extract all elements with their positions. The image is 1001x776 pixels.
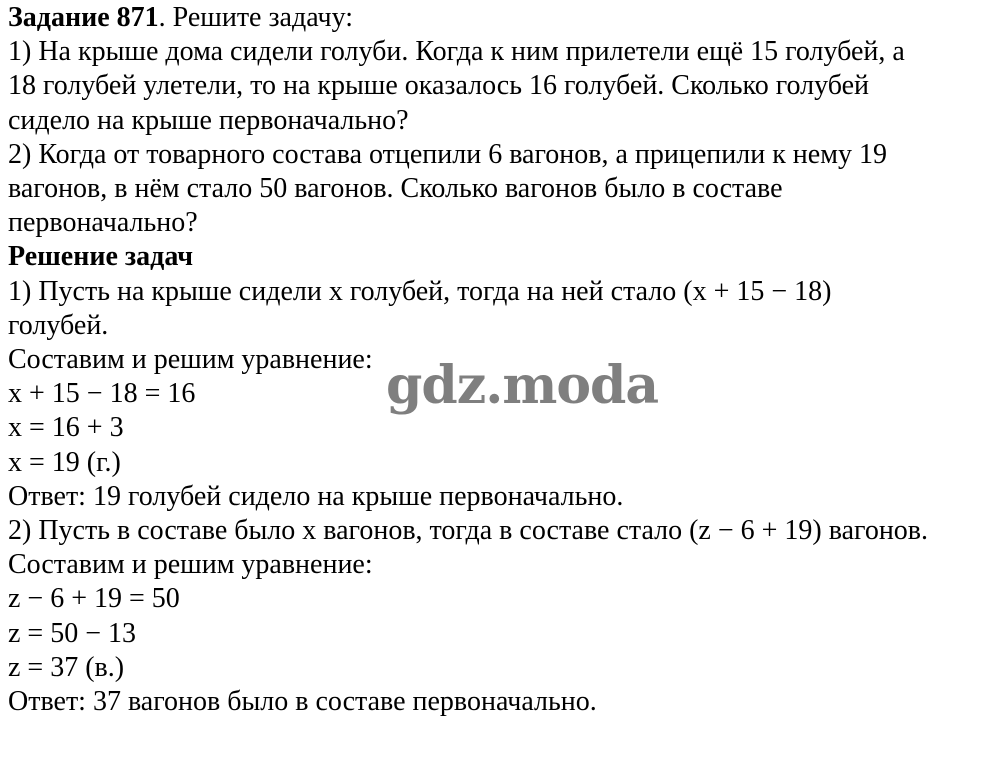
equation-line: х + 15 − 18 = 16 <box>8 378 196 410</box>
answer-line: Ответ: 19 голубей сидело на крыше первоначально. <box>8 480 624 512</box>
task-header <box>8 1 998 35</box>
equation-line: z = 50 − 13 <box>8 617 137 649</box>
problem1-line: сидело на крыше первоначально? <box>8 104 409 136</box>
equation-line: z − 6 + 19 = 50 <box>8 583 180 615</box>
problem2-line: 2) Когда от товарного состава отцепили 6 вагонов, а прицепили к нему 19 <box>8 138 887 170</box>
answer-line: Ответ: 37 вагонов было в составе первоначально. <box>8 686 597 718</box>
equation-line: х = 19 (г.) <box>8 446 121 478</box>
problem2-line: вагонов, в нём стало 50 вагонов. Сколько вагонов было в составе <box>8 173 783 205</box>
equation-line: х = 16 + 3 <box>8 412 124 444</box>
problem2-line: первоначально? <box>8 207 198 239</box>
equation-line: z = 37 (в.) <box>8 651 125 683</box>
problem1-line: 18 голубей улетели, то на крыше оказалось 16 голубей. Сколько голубей <box>8 70 870 102</box>
solution1-line: 1) Пусть на крыше сидели х голубей, тогда на ней стало (х + 15 − 18) <box>8 275 832 307</box>
solution2-line: 2) Пусть в составе было х вагонов, тогда в составе стало (z − 6 + 19) вагонов. <box>8 515 929 547</box>
solution2-line: Составим и решим уравнение: <box>8 549 373 581</box>
problem1-line: 1) На крыше дома сидели голуби. Когда к ним прилетели ещё 15 голубей, а <box>8 36 905 68</box>
watermark-logo: gdz.moda <box>386 355 659 416</box>
solution1-line: Составим и решим уравнение: <box>8 344 373 376</box>
solution-heading: Решение задач <box>8 241 194 273</box>
task-title: Задание 871 <box>8 2 159 33</box>
solution1-line: голубей. <box>8 309 109 341</box>
task-instruction: . Решите задачу: <box>158 2 354 33</box>
